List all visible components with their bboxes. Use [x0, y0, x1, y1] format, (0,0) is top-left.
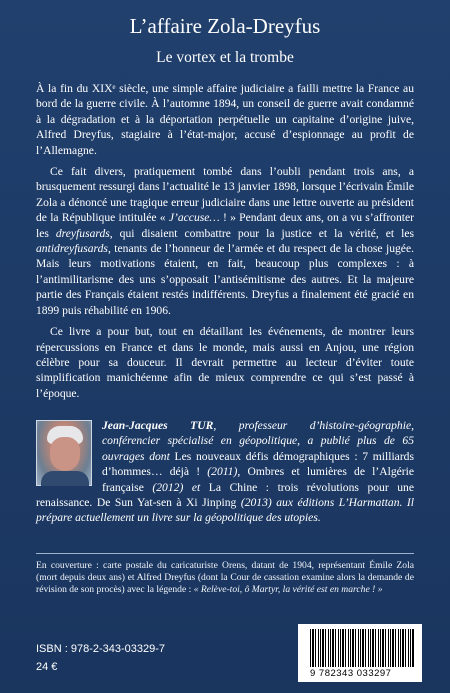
book-title-3: La Chine : trois révolutions pour une renaissance. De Sun Yat-sen à Xi Jinping — [36, 480, 415, 510]
book-title: L’affaire Zola-Dreyfus — [129, 14, 321, 38]
divider — [36, 553, 414, 554]
blurb — [36, 81, 414, 407]
cover-caption — [36, 560, 414, 597]
text-segment: , qui disaient combattre pour la justice et la vérité, et les — [109, 226, 414, 240]
text-segment: ! » Pendant deux ans, on a vu s’affronter les — [36, 211, 415, 240]
antidreyfusards-term: antidreyfusards — [36, 242, 108, 256]
price: 24 € — [36, 661, 58, 673]
barcode-bars — [310, 629, 414, 667]
author-bio-intro: , professeur d’histoire-géographie, conférencier spécialisé en géopolitique, a publié plus de 65 ouvrages dont — [102, 419, 414, 463]
author-photo — [36, 420, 92, 486]
blurb-paragraph-3: Ce livre a pour but, tout en détaillant les événements, de montrer leurs répercussions en France et dans le monde, mais aussi en Anjou, une région célèbre pour sa douceur. Il devrait permettre au lecteur d’éviter toute simplification manichéenne afin de mieux comprendre ce qui s’est passé à l’époque. — [36, 325, 414, 400]
barcode-number: 9 782343 033297 — [310, 668, 392, 679]
isbn: ISBN : 978-2-343-03329-7 — [36, 643, 166, 655]
barcode — [298, 624, 422, 682]
photo-face — [50, 437, 80, 471]
caption-quote: « Relève-toi, ô Martyr, la vérité est en marche ! » — [193, 584, 383, 596]
dreyfusards-term: dreyfusards — [55, 226, 110, 240]
caption-text: En couverture : carte postale du caricaturiste Orens, datant de 1904, représentant Émile Zola (mort depuis deux ans) et Alfred Dreyfus (dont la Cour de cassation examine alors la demande de révision de son procès) avec la légende : — [36, 560, 414, 596]
blurb-paragraph-2 — [36, 164, 414, 318]
author-bio — [36, 418, 414, 526]
photo-shirt — [41, 471, 89, 486]
text-segment: , tenants de l’honneur de l’armée et du respect de la chose jugée. Mais leurs motivations étaient, en fait, beaucoup plus complexes : à l’antimilitarisme des uns s’opposait l’antisémitisme des autres. Et la majeure partie des Français étaient restés indifférents. Dreyfus a finalement été gracié en 1899 puis réhabilité en 1906. — [36, 242, 414, 317]
book-year-2: (2012) — [152, 480, 184, 494]
book-year-1: (2011), — [207, 465, 241, 479]
book-title-2: Ombres et lumières de l’Algérie française — [102, 465, 415, 494]
conjunction: et — [183, 480, 201, 494]
book-year-3: (2013) — [240, 496, 272, 510]
author-name: Jean-Jacques TUR — [102, 419, 214, 432]
blurb-paragraph-1: À la fin du XIXᵉ siècle, une simple affaire judiciaire a failli mettre la France au bord de la guerre civile. À l’automne 1894, un conseil de guerre avait condamné à la dégradation et à la déportation perpétuelle un capitaine d’origine juive, Alfred Dreyfus, stagiaire à l’état-major, accusé d’espionnage au profit de l’Allemagne. — [36, 82, 414, 157]
jaccuse-title: J’accuse… — [168, 211, 220, 225]
book-subtitle: Le vortex et la trombe — [156, 49, 294, 66]
book-title-1: Les nouveaux défis démographiques : 7 milliards d’hommes… déjà ! — [102, 449, 414, 479]
text-segment: Ce fait divers, pratiquement tombé dans l’oubli pendant trois ans, a brusquement ressurgi dans l’actualité le 13 janvier 1898, lorsque l’écrivain Émile Zola a dénoncé une tragique erreur judiciaire dans une lettre ouverte au président de la République intitulée « — [36, 165, 414, 225]
author-bio-outro: aux éditions L’Harmattan. Il prépare actuellement un livre sur la géopolitique des utopies. — [36, 496, 414, 525]
